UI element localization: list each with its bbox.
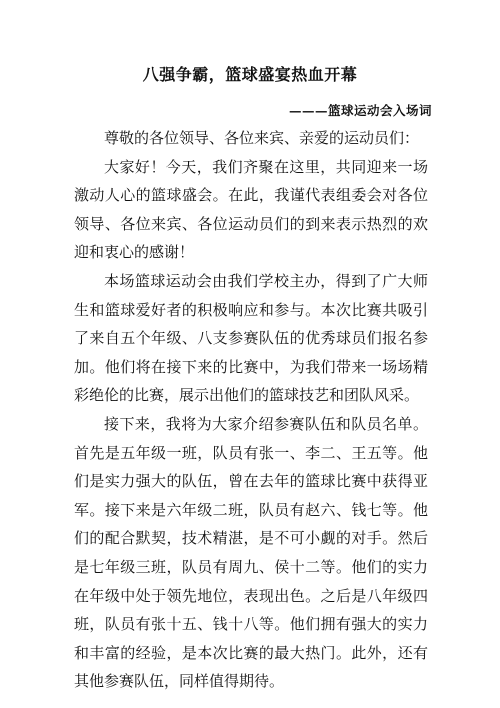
salutation-paragraph: 尊敬的各位领导、各位来宾、亲爱的运动员们： [104, 129, 420, 147]
document-title: 八强争霸，篮球盛宴热血开幕 [142, 65, 358, 84]
document-body [74, 124, 428, 696]
body-paragraph: 大家好！今天，我们齐聚在这里，共同迎来一场激动人心的篮球盛会。在此，我谨代表组委会对各位领导、各位来宾、各位运动员们的到来表示热烈的欢迎和衷心的感谢！ [74, 157, 428, 262]
body-paragraph: 接下来，我将为大家介绍参赛队伍和队员名单。首先是五年级一班，队员有张一、李二、王五等。他们是实力强大的队伍，曾在去年的篮球比赛中获得亚军。接下来是六年级二班，队员有赵六、钱七等。他们的配合默契，技术精湛，是不可小觑的对手。然后是七年级三班，队员有周九、侯十二等。他们的实力在年级中处于领先地位，表现出色。之后是八年级四班，队员有张十五、钱十八等。他们拥有强大的实力和丰富的经验，是本次比赛的最大热门。此外，还有其他参赛队伍，同样值得期待。 [74, 414, 428, 691]
document-subtitle: ———篮球运动会入场词 [288, 103, 432, 118]
body-paragraph: 本场篮球运动会由我们学校主办，得到了广大师生和篮球爱好者的积极响应和参与。本次比赛共吸引了来自五个年级、八支参赛队伍的优秀球员们报名参加。他们将在接下来的比赛中，为我们带来一场场精彩绝伦的比赛，展示出他们的篮球技艺和团队风采。 [74, 271, 428, 405]
